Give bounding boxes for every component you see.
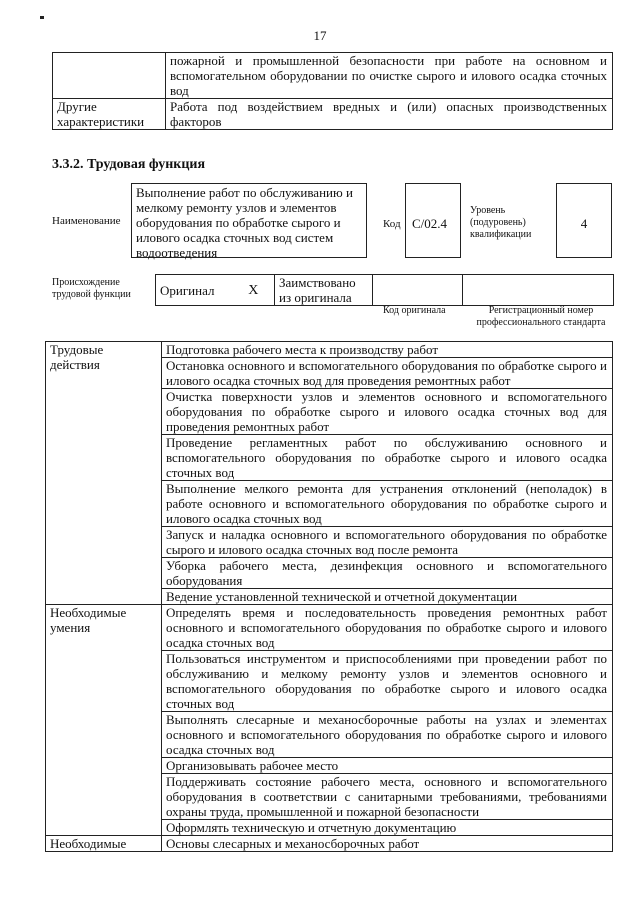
code-value: C/02.4 (405, 183, 461, 258)
origin-label: Происхождение трудовой функции (52, 277, 131, 300)
borrowed-label: Заимствовано из оригинала (275, 275, 373, 306)
level-value: 4 (556, 183, 612, 258)
code-label: Код (383, 218, 401, 230)
reg-number-label: Регистрационный номер профессионального стандарта (476, 305, 606, 328)
top-table-text: пожарной и промышленной безопасности при работе на основном и вспомогательном оборудовании по очистке сырого и илового осадка сточных вод (166, 53, 613, 99)
other-characteristics-label: Другие характеристики (53, 99, 166, 130)
skill-item: Выполнять слесарные и механосборочные работы на узлах и элементах основного и вспомогательного оборудования по обработке сырого и илового осадка сточных вод (162, 712, 613, 758)
required-skills-label: Необходимые умения (46, 605, 162, 836)
page-number: 17 (313, 28, 327, 43)
skill-item: Пользоваться инструментом и приспособлениями при проведении работ по обслуживанию и мелкому ремонту узлов и элементов основного и вспомогательного оборудования по обработке сырого и илового осадка сточных вод (162, 651, 613, 712)
top-table-empty-cell (53, 53, 166, 99)
skill-item: Определять время и последовательность проведения ремонтных работ основного и вспомогательного оборудования по обработке сырого и илового осадка сточных вод (162, 605, 613, 651)
main-table (45, 341, 613, 852)
labor-actions-label: Трудовые действия (46, 342, 162, 605)
required-knowledge-label: Необходимые (46, 836, 162, 852)
name-value: Выполнение работ по обслуживанию и мелкому ремонту узлов и элементов оборудования по обработке сырого и илового осадка сточных вод систем водоотведения (131, 183, 367, 258)
section-title: 3.3.2. Трудовая функция (52, 157, 206, 172)
other-characteristics-text: Работа под воздействием вредных и (или) опасных производственных факторов (166, 99, 613, 130)
level-label: Уровень (подуровень) квалификации (470, 205, 532, 240)
knowledge-item: Основы слесарных и механосборочных работ (162, 836, 613, 852)
original-mark: X (234, 275, 275, 306)
origin-table (155, 274, 614, 306)
labor-action-item: Запуск и наладка основного и вспомогательного оборудования по обработке сырого и илового осадка сточных вод после ремонта (162, 527, 613, 558)
labor-action-item: Выполнение мелкого ремонта для устранения отклонений (неполадок) в работе основного и вспомогательного оборудования по обработке сырого и илового осадка сточных вод (162, 481, 613, 527)
code-original-label: Код оригинала (383, 305, 446, 316)
labor-action-item: Уборка рабочего места, дезинфекция основного и вспомогательного оборудования (162, 558, 613, 589)
labor-action-item: Ведение установленной технической и отчетной документации (162, 589, 613, 605)
labor-action-item: Проведение регламентных работ по обслуживанию основного и вспомогательного оборудования по обработке сырого и илового осадка сточных вод (162, 435, 613, 481)
top-table (52, 52, 613, 130)
reg-number-cell (463, 275, 614, 306)
labor-action-item: Очистка поверхности узлов и элементов основного и вспомогательного оборудования по обработке сырого и илового осадка сточных вод для проведения ремонтных работ (162, 389, 613, 435)
labor-action-item: Остановка основного и вспомогательного оборудования по обработке сырого и илового осадка сточных вод для проведения ремонтных работ (162, 358, 613, 389)
skill-item: Оформлять техническую и отчетную документацию (162, 820, 613, 836)
scan-speck (40, 16, 44, 19)
original-label: Оригинал (156, 275, 234, 306)
name-label: Наименование (52, 215, 121, 227)
labor-action-item: Подготовка рабочего места к производству работ (162, 342, 613, 358)
code-original-cell (373, 275, 463, 306)
skill-item: Организовывать рабочее место (162, 758, 613, 774)
skill-item: Поддерживать состояние рабочего места, основного и вспомогательного оборудования в соответствии с санитарными требованиями, требованиями охраны труда, промышленной и пожарной безопасности (162, 774, 613, 820)
